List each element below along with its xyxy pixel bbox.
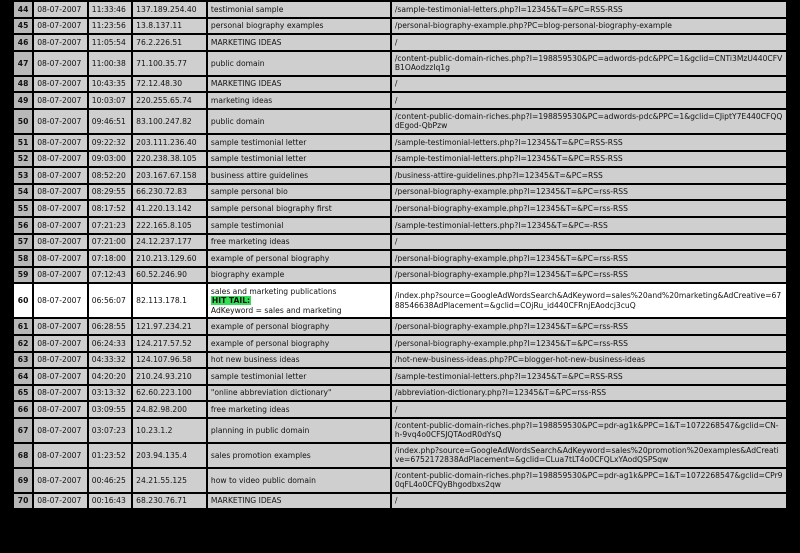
url-cell: /: [392, 235, 786, 250]
url-cell: /content-public-domain-riches.php?I=198859530&PC=adwords-pdc&PPC=1&gclid=CJiptY7E440CFQQdEgod-QbPzw: [392, 110, 786, 133]
table-row: [14, 284, 786, 317]
table-row: [14, 152, 786, 167]
url-cell: /personal-biography-example.php?I=12345&T=&PC=rss-RSS: [392, 336, 786, 351]
url-cell: /index.php?source=GoogleAdWordsSearch&AdKeyword=sales%20promotion%20examples&AdCreative=6752172838AdPlacement=&gclid=CLua7tLT4o0CFQLxYAodQSPSqw: [392, 444, 786, 467]
time-cell: 06:28:55: [89, 319, 131, 334]
date-cell: 08-07-2007: [34, 110, 87, 133]
time-cell: 08:29:55: [89, 185, 131, 200]
keyword-cell: sales promotion examples: [208, 444, 390, 467]
keyword-cell: MARKETING IDEAS: [208, 77, 390, 92]
keyword-cell: marketing ideas: [208, 93, 390, 108]
row-number: 67: [14, 419, 32, 442]
row-number: 54: [14, 185, 32, 200]
date-cell: 08-07-2007: [34, 251, 87, 266]
row-number: 44: [14, 2, 32, 17]
visitor-log-table: [12, 0, 788, 510]
table-row: [14, 419, 786, 442]
keyword-cell: personal biography examples: [208, 19, 390, 34]
date-cell: 08-07-2007: [34, 494, 87, 509]
row-number: 64: [14, 369, 32, 384]
table-row: [14, 444, 786, 467]
ip-cell: 203.94.135.4: [133, 444, 206, 467]
time-cell: 08:17:52: [89, 201, 131, 216]
date-cell: 08-07-2007: [34, 152, 87, 167]
date-cell: 08-07-2007: [34, 19, 87, 34]
ip-cell: 203.167.67.158: [133, 168, 206, 183]
row-number: 70: [14, 494, 32, 509]
url-cell: /personal-biography-example.php?I=12345&T=&PC=rss-RSS: [392, 268, 786, 283]
url-cell: /sample-testimonial-letters.php?I=12345&T=&PC=RSS-RSS: [392, 369, 786, 384]
row-number: 53: [14, 168, 32, 183]
row-number: 45: [14, 19, 32, 34]
date-cell: 08-07-2007: [34, 444, 87, 467]
url-cell: /index.php?source=GoogleAdWordsSearch&AdKeyword=sales%20and%20marketing&AdCreative=6788546638AdPlacement=&gclid=COjRu_id440CFRnjEAodcj3cuQ: [392, 284, 786, 317]
table-row: [14, 93, 786, 108]
time-cell: 00:16:43: [89, 494, 131, 509]
date-cell: 08-07-2007: [34, 469, 87, 492]
date-cell: 08-07-2007: [34, 185, 87, 200]
ip-cell: 222.165.8.105: [133, 218, 206, 233]
keyword-cell: sample testimonial letter: [208, 369, 390, 384]
keyword-cell: how to video public domain: [208, 469, 390, 492]
keyword-cell: MARKETING IDEAS: [208, 35, 390, 50]
log-table-wrapper: [12, 0, 788, 510]
row-number: 59: [14, 268, 32, 283]
date-cell: 08-07-2007: [34, 201, 87, 216]
time-cell: 10:43:35: [89, 77, 131, 92]
ip-cell: 76.2.226.51: [133, 35, 206, 50]
url-cell: /: [392, 77, 786, 92]
date-cell: 08-07-2007: [34, 35, 87, 50]
keyword-cell: public domain: [208, 110, 390, 133]
table-row: [14, 268, 786, 283]
table-row: [14, 469, 786, 492]
keyword-cell: free marketing ideas: [208, 402, 390, 417]
row-number: 50: [14, 110, 32, 133]
time-cell: 09:46:51: [89, 110, 131, 133]
ip-cell: 24.82.98.200: [133, 402, 206, 417]
date-cell: 08-07-2007: [34, 2, 87, 17]
url-cell: /sample-testimonial-letters.php?I=12345&T=&PC=RSS-RSS: [392, 135, 786, 150]
hit-tail-badge: HIT TAIL:: [211, 296, 251, 306]
table-row: [14, 494, 786, 509]
keyword-cell: biography example: [208, 268, 390, 283]
time-cell: 11:00:38: [89, 52, 131, 75]
time-cell: 06:24:33: [89, 336, 131, 351]
keyword-cell: example of personal biography: [208, 251, 390, 266]
keyword-cell: business attire guidelines: [208, 168, 390, 183]
time-cell: 06:56:07: [89, 284, 131, 317]
date-cell: 08-07-2007: [34, 386, 87, 401]
keyword-cell: "online abbreviation dictionary": [208, 386, 390, 401]
url-cell: /: [392, 402, 786, 417]
row-number: 66: [14, 402, 32, 417]
date-cell: 08-07-2007: [34, 402, 87, 417]
table-row: [14, 52, 786, 75]
url-cell: /content-public-domain-riches.php?I=198859530&PC=adwords-pdc&PPC=1&gclid=CNTi3MzU440CFVB1OAodzzIq1g: [392, 52, 786, 75]
date-cell: 08-07-2007: [34, 268, 87, 283]
table-row: [14, 2, 786, 17]
table-row: [14, 19, 786, 34]
date-cell: 08-07-2007: [34, 336, 87, 351]
date-cell: 08-07-2007: [34, 319, 87, 334]
row-number: 68: [14, 444, 32, 467]
date-cell: 08-07-2007: [34, 77, 87, 92]
time-cell: 03:09:55: [89, 402, 131, 417]
row-number: 49: [14, 93, 32, 108]
url-cell: /: [392, 35, 786, 50]
time-cell: 04:33:32: [89, 353, 131, 368]
keyword-cell: free marketing ideas: [208, 235, 390, 250]
row-number: 56: [14, 218, 32, 233]
url-cell: /sample-testimonial-letters.php?I=12345&T=&PC=RSS-RSS: [392, 2, 786, 17]
table-row: [14, 369, 786, 384]
time-cell: 00:46:25: [89, 469, 131, 492]
keyword-cell: testimonial sample: [208, 2, 390, 17]
table-row: [14, 319, 786, 334]
keyword-cell: sample testimonial: [208, 218, 390, 233]
ip-cell: 121.97.234.21: [133, 319, 206, 334]
ip-cell: 124.217.57.52: [133, 336, 206, 351]
ip-cell: 220.238.38.105: [133, 152, 206, 167]
ip-cell: 210.213.129.60: [133, 251, 206, 266]
url-cell: /sample-testimonial-letters.php?I=12345&T=&PC=RSS-RSS: [392, 152, 786, 167]
time-cell: 11:05:54: [89, 35, 131, 50]
ad-keyword-text: AdKeyword = sales and marketing: [210, 305, 342, 315]
row-number: 46: [14, 35, 32, 50]
url-cell: /personal-biography-example.php?I=12345&T=&PC=rss-RSS: [392, 319, 786, 334]
table-row: [14, 35, 786, 50]
url-cell: /personal-biography-example.php?I=12345&T=&PC=rss-RSS: [392, 185, 786, 200]
url-cell: /personal-biography-example.php?I=12345&T=&PC=rss-RSS: [392, 251, 786, 266]
date-cell: 08-07-2007: [34, 135, 87, 150]
date-cell: 08-07-2007: [34, 369, 87, 384]
time-cell: 04:20:20: [89, 369, 131, 384]
ip-cell: 66.230.72.83: [133, 185, 206, 200]
time-cell: 11:23:56: [89, 19, 131, 34]
table-row: [14, 235, 786, 250]
table-row: [14, 201, 786, 216]
row-number: 58: [14, 251, 32, 266]
time-cell: 09:03:00: [89, 152, 131, 167]
date-cell: 08-07-2007: [34, 52, 87, 75]
table-row: [14, 185, 786, 200]
time-cell: 09:22:32: [89, 135, 131, 150]
date-cell: 08-07-2007: [34, 168, 87, 183]
time-cell: 11:33:46: [89, 2, 131, 17]
url-cell: /: [392, 93, 786, 108]
row-number: 63: [14, 353, 32, 368]
time-cell: 08:52:20: [89, 168, 131, 183]
row-number: 57: [14, 235, 32, 250]
date-cell: 08-07-2007: [34, 235, 87, 250]
table-row: [14, 110, 786, 133]
row-number: 62: [14, 336, 32, 351]
time-cell: 01:23:52: [89, 444, 131, 467]
keyword-cell: planning in public domain: [208, 419, 390, 442]
ip-cell: 137.189.254.40: [133, 2, 206, 17]
ip-cell: 62.60.223.100: [133, 386, 206, 401]
url-cell: /content-public-domain-riches.php?I=198859530&PC=pdr-ag1k&PPC=1&T=1072268547&gclid=CN-h-9vq4o0CFSJQTAodR0dYsQ: [392, 419, 786, 442]
time-cell: 10:03:07: [89, 93, 131, 108]
row-number: 52: [14, 152, 32, 167]
ip-cell: 10.23.1.2: [133, 419, 206, 442]
time-cell: 03:07:23: [89, 419, 131, 442]
keyword-text: sales and marketing publications: [210, 286, 337, 296]
keyword-cell: sample testimonial letter: [208, 135, 390, 150]
ip-cell: 71.100.35.77: [133, 52, 206, 75]
url-cell: /personal-biography-example.php?I=12345&T=&PC=rss-RSS: [392, 201, 786, 216]
date-cell: 08-07-2007: [34, 93, 87, 108]
ip-cell: 24.21.55.125: [133, 469, 206, 492]
ip-cell: 210.24.93.210: [133, 369, 206, 384]
keyword-cell: sample personal biography first: [208, 201, 390, 216]
row-number: 69: [14, 469, 32, 492]
keyword-cell: [208, 284, 390, 317]
table-row: [14, 402, 786, 417]
table-row: [14, 77, 786, 92]
ip-cell: 83.100.247.82: [133, 110, 206, 133]
date-cell: 08-07-2007: [34, 284, 87, 317]
ip-cell: 60.52.246.90: [133, 268, 206, 283]
row-number: 61: [14, 319, 32, 334]
time-cell: 07:21:23: [89, 218, 131, 233]
ip-cell: 24.12.237.177: [133, 235, 206, 250]
ip-cell: 13.8.137.11: [133, 19, 206, 34]
row-number: 65: [14, 386, 32, 401]
ip-cell: 82.113.178.1: [133, 284, 206, 317]
table-row: [14, 386, 786, 401]
row-number: 55: [14, 201, 32, 216]
row-number: 48: [14, 77, 32, 92]
keyword-cell: sample personal bio: [208, 185, 390, 200]
ip-cell: 124.107.96.58: [133, 353, 206, 368]
url-cell: /personal-biography-example.php?PC=blog-personal-biography-example: [392, 19, 786, 34]
date-cell: 08-07-2007: [34, 419, 87, 442]
date-cell: 08-07-2007: [34, 353, 87, 368]
url-cell: /abbreviation-dictionary.php?I=12345&T=&PC=rss-RSS: [392, 386, 786, 401]
row-number: 60: [14, 284, 32, 317]
table-row: [14, 168, 786, 183]
table-row: [14, 135, 786, 150]
url-cell: /sample-testimonial-letters.php?I=12345&T=&PC=-RSS: [392, 218, 786, 233]
date-cell: 08-07-2007: [34, 218, 87, 233]
url-cell: /content-public-domain-riches.php?I=198859530&PC=pdr-ag1k&PPC=1&T=1072268547&gclid=CPr90qFL4o0CFQyBhgodbxs2qw: [392, 469, 786, 492]
url-cell: /hot-new-business-ideas.php?PC=blogger-hot-new-business-ideas: [392, 353, 786, 368]
keyword-cell: example of personal biography: [208, 336, 390, 351]
keyword-cell: sample testimonial letter: [208, 152, 390, 167]
row-number: 51: [14, 135, 32, 150]
time-cell: 07:12:43: [89, 268, 131, 283]
keyword-cell: public domain: [208, 52, 390, 75]
ip-cell: 72.12.48.30: [133, 77, 206, 92]
ip-cell: 220.255.65.74: [133, 93, 206, 108]
keyword-cell: MARKETING IDEAS: [208, 494, 390, 509]
table-row: [14, 251, 786, 266]
url-cell: /business-attire-guidelines.php?I=12345&T=&PC=RSS: [392, 168, 786, 183]
table-row: [14, 353, 786, 368]
ip-cell: 68.230.76.71: [133, 494, 206, 509]
keyword-cell: example of personal biography: [208, 319, 390, 334]
log-rows: [14, 2, 786, 508]
time-cell: 03:13:32: [89, 386, 131, 401]
ip-cell: 203.111.236.40: [133, 135, 206, 150]
table-row: [14, 218, 786, 233]
ip-cell: 41.220.13.142: [133, 201, 206, 216]
time-cell: 07:18:00: [89, 251, 131, 266]
time-cell: 07:21:00: [89, 235, 131, 250]
row-number: 47: [14, 52, 32, 75]
keyword-cell: hot new business ideas: [208, 353, 390, 368]
url-cell: /: [392, 494, 786, 509]
table-row: [14, 336, 786, 351]
